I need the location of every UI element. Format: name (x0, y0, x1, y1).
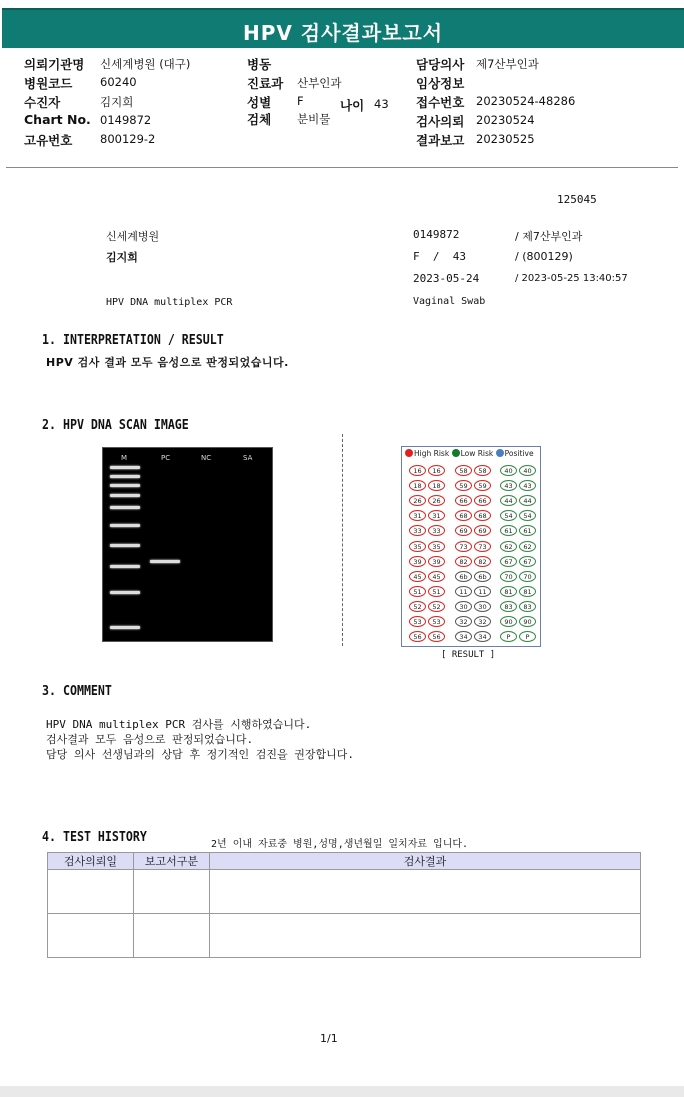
comment-line: HPV DNA multiplex PCR 검사를 시행하였습니다. (46, 718, 312, 731)
hpv-type-marker: 90 (500, 616, 517, 627)
hpv-type-marker: 58 (474, 465, 491, 476)
marker-band (110, 524, 140, 527)
hpv-type-marker: 31 (428, 510, 445, 521)
header-value: 20230525 (476, 132, 535, 146)
section-1-text: HPV 검사 결과 모두 음성으로 판정되었습니다. (46, 356, 289, 369)
hpv-type-marker: 35 (428, 541, 445, 552)
hpv-type-marker: 39 (428, 556, 445, 567)
hpv-type-marker: 43 (519, 480, 536, 491)
section-4-title: 4. TEST HISTORY (42, 829, 147, 845)
header-label: 병원코드 (24, 76, 73, 91)
hpv-type-marker: 40 (519, 465, 536, 476)
header-label: 성별 (247, 95, 272, 110)
age-label: 나이 (340, 98, 365, 113)
table-row (48, 914, 641, 958)
lane-label: M (121, 454, 128, 462)
header-label: 고유번호 (24, 133, 73, 148)
hpv-type-marker: 81 (500, 586, 517, 597)
page-number: 1/1 (320, 1032, 338, 1045)
section-3-title: 3. COMMENT (42, 683, 112, 699)
hpv-type-marker: 53 (409, 616, 426, 627)
header-value: 산부인과 (297, 76, 342, 90)
col-header: 검사의뢰일 (48, 853, 134, 870)
header-value: 20230524 (476, 113, 535, 127)
hpv-type-marker: 16 (428, 465, 445, 476)
hpv-type-marker: 33 (409, 525, 426, 536)
title-bar (2, 8, 684, 48)
legend-high: High Risk (414, 449, 450, 458)
hpv-type-marker: 81 (519, 586, 536, 597)
hpv-type-marker: 62 (500, 541, 517, 552)
hpv-type-marker: 32 (455, 616, 472, 627)
table-header-row (48, 853, 641, 870)
lane-label: PC (161, 454, 171, 462)
header-label: 병동 (247, 57, 272, 72)
hpv-type-marker: 61 (500, 525, 517, 536)
header-value: F (297, 94, 304, 108)
col-header: 검사결과 (210, 853, 641, 870)
hpv-type-marker: 35 (409, 541, 426, 552)
hpv-type-marker: 67 (500, 556, 517, 567)
table-row (48, 870, 641, 914)
dept: / 제7산부인과 (515, 230, 583, 243)
hpv-type-marker: 54 (500, 510, 517, 521)
hpv-type-marker: 82 (455, 556, 472, 567)
hpv-type-marker: 6b (474, 571, 491, 582)
hpv-type-marker: 51 (428, 586, 445, 597)
age-value: 43 (374, 97, 389, 111)
hpv-type-marker: 82 (474, 556, 491, 567)
dashed-divider (342, 434, 343, 646)
hpv-type-marker: 83 (519, 601, 536, 612)
hpv-type-marker: 51 (409, 586, 426, 597)
birth: / (800129) (515, 250, 573, 263)
col-header: 보고서구분 (134, 853, 210, 870)
hpv-type-marker: 70 (500, 571, 517, 582)
hpv-type-marker: 53 (428, 616, 445, 627)
hpv-type-marker: 26 (428, 495, 445, 506)
header-label: 결과보고 (416, 133, 465, 148)
legend-dot-icon (496, 449, 504, 457)
hpv-type-marker: 43 (500, 480, 517, 491)
hpv-type-marker: 83 (500, 601, 517, 612)
hpv-type-marker: 45 (428, 571, 445, 582)
marker-band (110, 591, 140, 594)
hpv-type-marker: 62 (519, 541, 536, 552)
header-label: 진료과 (247, 76, 284, 91)
marker-band (110, 506, 140, 509)
header-label: 검체 (247, 112, 272, 127)
hpv-type-marker: 59 (474, 480, 491, 491)
header-label: 수진자 (24, 95, 61, 110)
report-time: / 2023-05-25 13:40:57 (515, 273, 628, 284)
hpv-type-marker: 52 (409, 601, 426, 612)
legend-low: Low Risk (460, 449, 494, 458)
hpv-type-marker: 69 (474, 525, 491, 536)
hpv-type-marker: 18 (428, 480, 445, 491)
hpv-type-marker: 44 (500, 495, 517, 506)
hpv-type-marker: 90 (519, 616, 536, 627)
header-value: 0149872 (100, 113, 152, 127)
hpv-type-marker: 61 (519, 525, 536, 536)
header-label: 검사의뢰 (416, 114, 465, 129)
section-2-title: 2. HPV DNA SCAN IMAGE (42, 417, 189, 433)
hpv-type-marker: 6b (455, 571, 472, 582)
hpv-type-marker: 30 (474, 601, 491, 612)
hpv-type-marker: P (519, 631, 536, 642)
hpv-type-marker: 34 (455, 631, 472, 642)
hpv-type-marker: 56 (428, 631, 445, 642)
request-date: 2023-05-24 (413, 272, 480, 285)
hpv-type-marker: 66 (474, 495, 491, 506)
header-value: 제7산부인과 (476, 57, 539, 71)
hpv-type-marker: P (500, 631, 517, 642)
hpv-type-marker: 30 (455, 601, 472, 612)
hpv-type-marker: 11 (474, 586, 491, 597)
header-divider (6, 167, 678, 168)
specimen: Vaginal Swab (413, 296, 486, 307)
header-label: 임상정보 (416, 76, 465, 91)
hpv-type-marker: 11 (455, 586, 472, 597)
sex-age: F / 43 (413, 250, 466, 263)
hpv-type-marker: 68 (455, 510, 472, 521)
report-code: 125045 (557, 193, 597, 206)
lane-label: SA (243, 454, 253, 462)
comment-line: 담당 의사 선생님과의 상담 후 정기적인 검진을 권장합니다. (46, 748, 355, 761)
hpv-type-marker: 31 (409, 510, 426, 521)
hpv-type-marker: 18 (409, 480, 426, 491)
result-caption: [ RESULT ] (441, 650, 496, 660)
pc-band (150, 560, 180, 563)
hpv-type-marker: 32 (474, 616, 491, 627)
legend-dot-icon (405, 449, 413, 457)
history-table (47, 852, 641, 958)
marker-band (110, 466, 140, 469)
hpv-type-marker: 68 (474, 510, 491, 521)
hpv-type-marker: 40 (500, 465, 517, 476)
chart-no: 0149872 (413, 228, 460, 241)
marker-band (110, 494, 140, 497)
hpv-type-marker: 73 (455, 541, 472, 552)
gel-image (102, 447, 273, 642)
header-label: Chart No. (24, 112, 91, 127)
lane-label: NC (201, 454, 212, 462)
hpv-type-marker: 54 (519, 510, 536, 521)
report-title: HPV 검사결과보고서 (242, 21, 444, 45)
hpv-type-marker: 52 (428, 601, 445, 612)
marker-band (110, 565, 140, 568)
header-value: 800129-2 (100, 132, 156, 146)
patient-name: 김지희 (106, 251, 138, 264)
marker-band (110, 626, 140, 629)
hpv-type-marker: 58 (455, 465, 472, 476)
marker-band (110, 484, 140, 487)
hpv-type-marker: 73 (474, 541, 491, 552)
hpv-type-marker: 56 (409, 631, 426, 642)
header-value: 신세계병원 (대구) (100, 57, 191, 71)
hpv-type-marker: 45 (409, 571, 426, 582)
header-value: 김지희 (100, 95, 134, 109)
comment-block (46, 717, 354, 762)
hpv-type-marker: 34 (474, 631, 491, 642)
legend (405, 449, 534, 458)
header-label: 접수번호 (416, 95, 465, 110)
hpv-type-marker: 39 (409, 556, 426, 567)
hpv-type-marker: 33 (428, 525, 445, 536)
legend-positive: Positive (504, 449, 534, 458)
marker-band (110, 475, 140, 478)
legend-dot-icon (452, 449, 460, 457)
header-label: 담당의사 (416, 57, 465, 72)
hpv-type-marker: 66 (455, 495, 472, 506)
hpv-type-marker: 16 (409, 465, 426, 476)
comment-line: 검사결과 모두 음성으로 판정되었습니다. (46, 733, 254, 746)
section-1-title: 1. INTERPRETATION / RESULT (42, 332, 224, 348)
header-label: 의뢰기관명 (24, 57, 85, 72)
hpv-type-marker: 67 (519, 556, 536, 567)
hpv-type-marker: 70 (519, 571, 536, 582)
result-panel (401, 446, 541, 647)
history-note: 2년 이내 자료중 병원,성명,생년월일 일치자료 입니다. (211, 839, 469, 850)
header-value: 60240 (100, 75, 137, 89)
header-value: 분비물 (297, 112, 331, 126)
test-name: HPV DNA multiplex PCR (106, 297, 233, 308)
marker-band (110, 544, 140, 547)
header-value: 20230524-48286 (476, 94, 576, 108)
hpv-type-marker: 69 (455, 525, 472, 536)
hpv-type-marker: 26 (409, 495, 426, 506)
hospital-name: 신세계병원 (106, 230, 160, 243)
hpv-type-marker: 44 (519, 495, 536, 506)
hpv-type-marker: 59 (455, 480, 472, 491)
